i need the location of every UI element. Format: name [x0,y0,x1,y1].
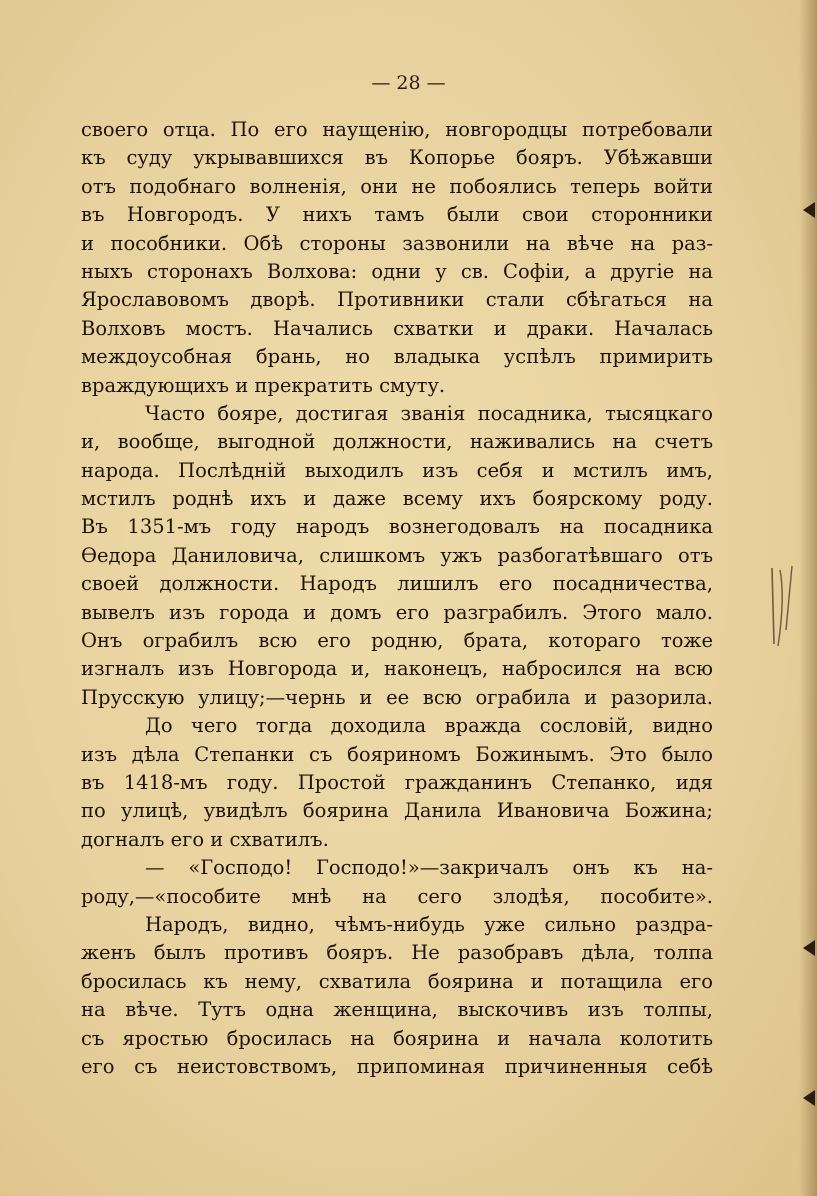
text-line: догналъ его и схватилъ. [81,827,329,851]
text-line: Онъ ограбилъ всю его родню, брата, котораго тоже [81,629,713,653]
body-text [81,116,713,1081]
text-line: въ 1418-мъ году. Простой гражданинъ Степанко, идя [81,770,713,794]
text-line: вывелъ изъ города и домъ его разграбилъ. Этого мало. [81,600,713,624]
page-number: — 28 — [371,72,446,94]
text-line: бросилась къ нему, схватила боярина и потащила его [81,969,713,993]
text-line: своего отца. По его наущенію, новгородцы потребовали [81,118,713,141]
text-line: враждующихъ и прекратить смуту. [81,373,446,397]
edge-tab-mark [801,200,815,220]
edge-tab-mark [801,1088,815,1108]
text-line: на вѣче. Тутъ одна женщина, выскочивъ изъ толпы, [81,998,713,1022]
edge-tab-mark [801,938,815,958]
text-line: изъ дѣла Степанки съ бояриномъ Божинымъ. Это было [81,742,713,766]
text-line: роду,—«пособите мнѣ на сего злодѣя, пособите». [81,884,713,908]
text-line: и пособники. Обѣ стороны зазвонили на вѣче на раз- [81,231,713,255]
text-line: До чего тогда доходила вражда сословій, видно [145,714,713,738]
text-line: своей должности. Народъ лишилъ его посадничества, [81,572,713,596]
text-line: по улицѣ, увидѣлъ боярина Данила Ивановича Божина; [81,799,713,823]
text-line: мстилъ роднѣ ихъ и даже всему ихъ боярскому роду. [81,487,713,511]
text-line: въ Новгородъ. У нихъ тамъ были свои сторонники [81,203,713,227]
text-line: его съ неистовствомъ, припоминая причиненныя себѣ [81,1054,713,1078]
text-line: народа. Послѣдній выходилъ изъ себя и мстилъ имъ, [81,458,713,482]
text-line: Прусскую улицу;—чернь и ее всю ограбила и разорила. [81,685,713,709]
text-line: — «Господо! Господо!»—закричалъ онъ къ на- [145,856,713,880]
pencil-margin-mark [766,560,806,650]
text-line: отъ подобнаго волненія, они не побоялись теперь войти [81,174,713,198]
text-line: съ яростью бросилась на боярина и начала колотить [81,1026,713,1050]
text-line: ныхъ сторонахъ Волхова: одни у св. Софіи, а другіе на [81,259,713,283]
text-line: Народъ, видно, чѣмъ-нибудь уже сильно раздра- [145,912,713,936]
text-line: женъ былъ противъ бояръ. Не разобравъ дѣла, толпа [81,941,713,965]
text-line: и, вообще, выгодной должности, наживались на счетъ [81,430,713,454]
text-line: Ярославовомъ дворѣ. Противники стали сбѣгаться на [81,288,713,312]
text-line: Въ 1351-мъ году народъ вознегодовалъ на посадника [81,515,713,539]
text-line: къ суду укрывавшихся въ Копорье бояръ. Убѣжавши [81,146,713,170]
text-line: Волховъ мостъ. Начались схватки и драки. Началась [81,316,713,340]
text-line: изгналъ изъ Новгорода и, наконецъ, набросился на всю [81,657,713,681]
text-line: междоусобная брань, но владыка успѣлъ примирить [81,345,713,369]
text-line: Өедора Даниловича, слишкомъ ужъ разбогатѣвшаго отъ [81,543,713,567]
text-line: Часто бояре, достигая званія посадника, тысяцкаго [145,401,713,425]
